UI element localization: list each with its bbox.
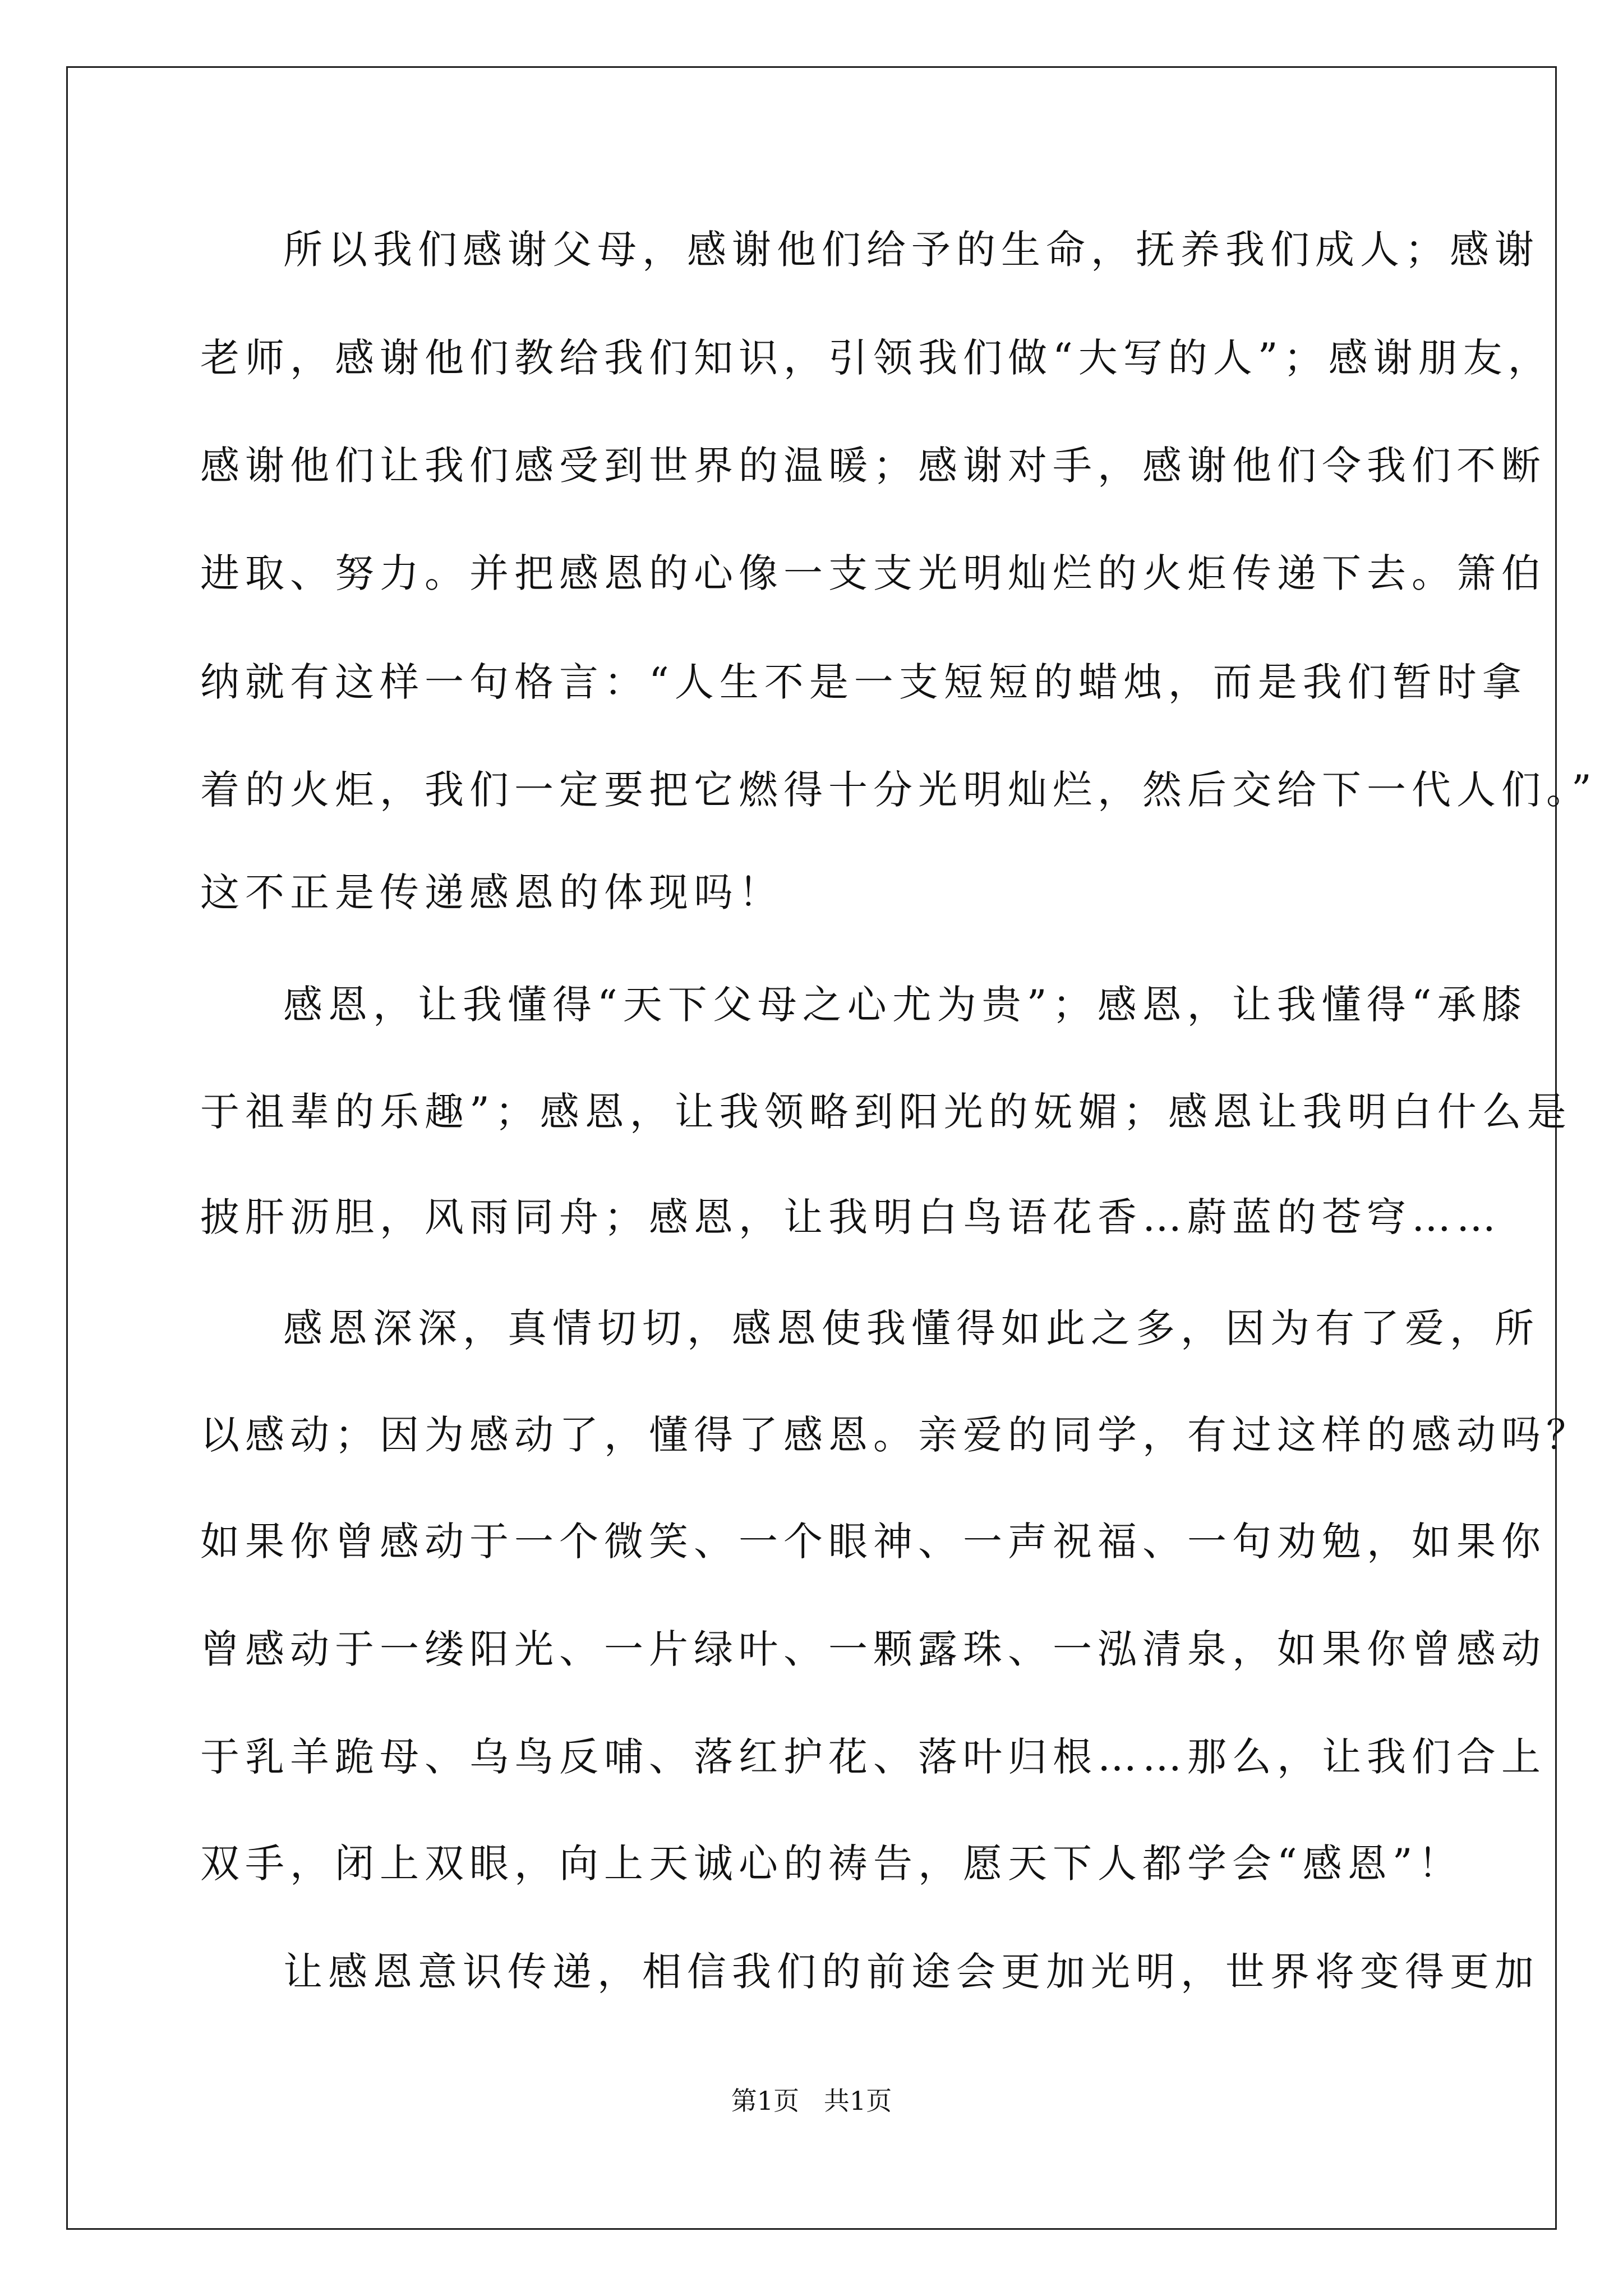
paragraph-1-line-3: 感谢他们让我们感受到世界的温暖；感谢对手，感谢他们令我们不断 xyxy=(200,443,1546,489)
paragraph-1-line-2: 老师，感谢他们教给我们知识，引领我们做“大写的人”；感谢朋友， xyxy=(200,335,1553,381)
paragraph-3-line-1: 感恩深深，真情切切，感恩使我懂得如此之多，因为有了爱，所 xyxy=(283,1305,1539,1351)
paragraph-1-line-5: 纳就有这样一句格言：“人生不是一支短短的蜡烛，而是我们暂时拿 xyxy=(200,659,1527,705)
paragraph-3-line-6: 双手，闭上双眼，向上天诚心的祷告，愿天下人都学会“感恩”！ xyxy=(200,1841,1463,1887)
paragraph-1-line-7: 这不正是传递感恩的体现吗！ xyxy=(200,869,783,915)
paragraph-4-line-1: 让感恩意识传递，相信我们的前途会更加光明，世界将变得更加 xyxy=(283,1949,1539,1995)
page-border xyxy=(66,66,1557,2230)
paragraph-3-line-3: 如果你曾感动于一个微笑、一个眼神、一声祝福、一句劝勉，如果你 xyxy=(200,1519,1546,1565)
paragraph-3-line-2: 以感动；因为感动了，懂得了感恩。亲爱的同学，有过这样的感动吗？ xyxy=(200,1412,1591,1458)
paragraph-1-line-6: 着的火炬，我们一定要把它燃得十分光明灿烂，然后交给下一代人们。” xyxy=(200,767,1597,813)
paragraph-2-line-3: 披肝沥胆，风雨同舟；感恩，让我明白鸟语花香…蔚蓝的苍穹…… xyxy=(200,1194,1501,1240)
page-number-footer: 第1页 共1页 xyxy=(731,2086,892,2116)
paragraph-2-line-2: 于祖辈的乐趣”；感恩，让我领略到阳光的妩媚；感恩让我明白什么是 xyxy=(200,1089,1572,1135)
paragraph-2-line-1: 感恩，让我懂得“天下父母之心尤为贵”；感恩，让我懂得“承膝 xyxy=(283,982,1527,1028)
paragraph-3-line-5: 于乳羊跪母、乌鸟反哺、落红护花、落叶归根……那么，让我们合上 xyxy=(200,1734,1546,1780)
paragraph-3-line-4: 曾感动于一缕阳光、一片绿叶、一颗露珠、一泓清泉，如果你曾感动 xyxy=(200,1626,1546,1672)
paragraph-1-line-1: 所以我们感谢父母，感谢他们给予的生命，抚养我们成人；感谢 xyxy=(283,227,1539,273)
paragraph-1-line-4: 进取、努力。并把感恩的心像一支支光明灿烂的火炬传递下去。箫伯 xyxy=(200,550,1546,596)
